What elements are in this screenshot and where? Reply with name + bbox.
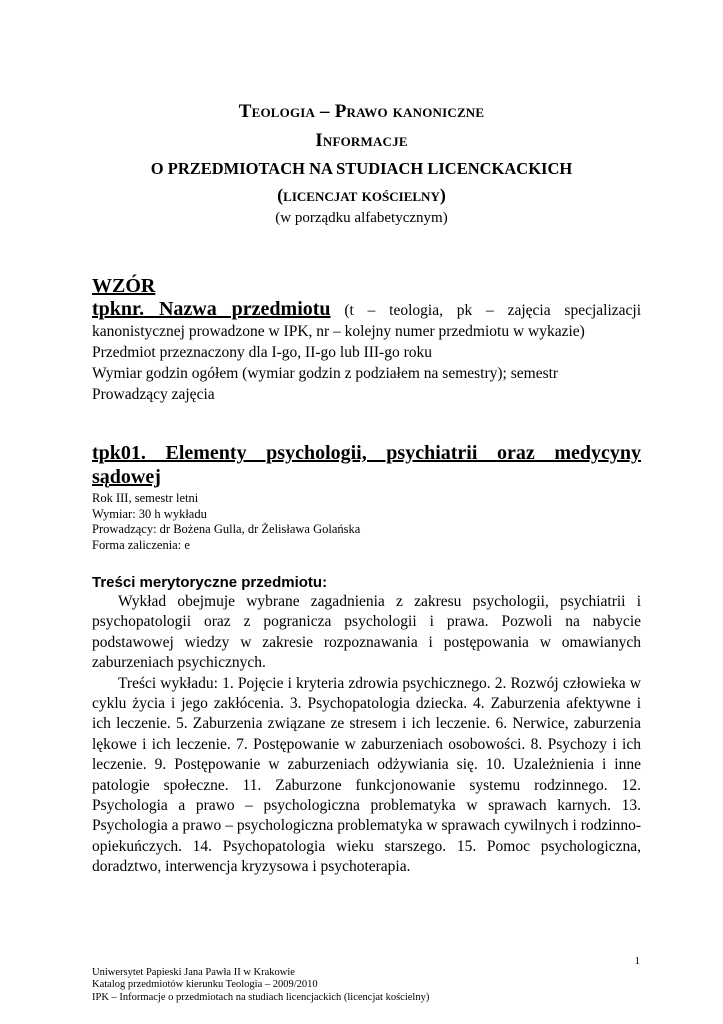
header-subtitle: (w porządku alfabetycznym)	[275, 210, 448, 226]
document-header	[0, 97, 723, 227]
template-code-line	[92, 299, 641, 342]
header-title-line4: (licencjat kościelny)	[277, 185, 446, 205]
template-code-description: (t – teologia, pk – zajęcia specjalizacji kanonistycznej prowadzone w IPK, nr – kolejny numer przedmiotu w wykazie)	[92, 302, 642, 340]
course-hours: Wymiar: 30 h wykładu	[92, 506, 207, 521]
footer-line-1: Uniwersytet Papieski Jana Pawła II w Krakowie	[92, 967, 295, 978]
template-hours-line: Wymiar godzin ogółem (wymiar godzin z podziałem na semestry); semestr	[92, 365, 559, 382]
template-section	[92, 273, 641, 405]
course-lecturers: Prowadzący: dr Bożena Gulla, dr Żelisława Golańska	[92, 522, 361, 536]
page-number: 1	[634, 955, 640, 967]
template-lecturers-line: Prowadzący zajęcia	[92, 386, 215, 403]
course-title: tpk01. Elementy psychologii, psychiatrii oraz medycyny sądowej	[92, 442, 641, 488]
course-section	[92, 441, 641, 878]
template-year-line: Przedmiot przeznaczony dla I-go, II-go lub III-go roku	[92, 344, 433, 361]
course-assessment: Forma zaliczenia: e	[92, 537, 190, 552]
header-title-line2: Informacje	[315, 130, 408, 151]
content-paragraph-2: Treści wykładu: 1. Pojęcie i kryteria zdrowia psychicznego. 2. Rozwój człowieka w cyklu życia i jego zakłócenia. 3. Psychopatologia dziecka. 4. Zaburzenia afektywne i ich leczenie. 5. Zaburzenia związane ze stresem i ich leczenie. 6. Nerwice, zaburzenia lękowe i ich leczenie. 7. Postępowanie w zaburzeniach osobowości. 8. Psychozy i ich leczenie. 9. Postępowanie w zaburzeniach odżywiania się. 10. Uzależnienia i inne patologie społeczne. 11. Zaburzone funkcjonowanie systemu rodzinnego. 12. Psychologia a prawo – psychologiczna problematyka w sprawach karnych. 13. Psychologia a prawo – psychologiczna problematyka w sprawach cywilnych i rodzinno-opiekuńczych. 14. Psychopatologia wieku starszego. 15. Pomoc psychologiczna, doradztwo, interwencja kryzysowa i psychoterapia.	[92, 674, 641, 876]
course-meta	[92, 491, 641, 553]
template-heading: WZÓR	[92, 275, 156, 297]
footer-line-3: IPK – Informacje o przedmiotach na studiach licencjackich (licencjat kościelny)	[92, 991, 430, 1003]
header-title-line1: Teologia – Prawo kanoniczne	[238, 101, 485, 122]
header-title-line3: O PRZEDMIOTACH NA STUDIACH LICENCKACKICH	[150, 159, 573, 178]
content-paragraph-1: Wykład obejmuje wybrane zagadnienia z zakresu psychologii, psychiatrii i psychopatologii oraz z pogranicza psychologii i prawa. Pozwoli na nabycie podstawowej wiedzy w zakresie rozpoznawania i postępowania w omawianych zaburzeniach psychicznych.	[92, 593, 641, 672]
course-year: Rok III, semestr letni	[92, 491, 199, 505]
page-footer	[92, 967, 652, 1004]
content-heading: Treści merytoryczne przedmiotu:	[92, 574, 328, 591]
footer-line-2: Katalog przedmiotów kierunku Teologia – 2009/2010	[92, 979, 318, 991]
template-code-name: tpknr. Nazwa przedmiotu	[92, 298, 331, 320]
